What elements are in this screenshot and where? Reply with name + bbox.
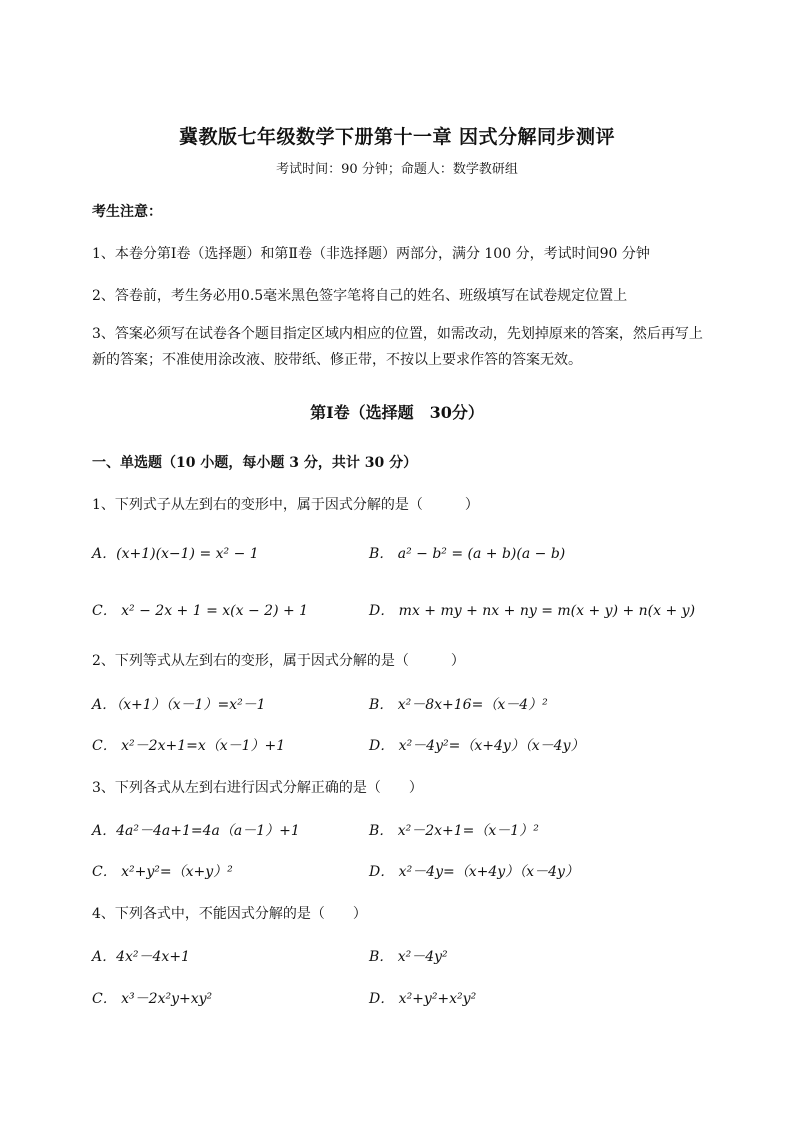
- document-title: 冀教版七年级数学下册第十一章 因式分解同步测评: [178, 126, 616, 148]
- question-2-option-c: C． x²－2x+1=x（x－1）+1: [92, 738, 286, 754]
- question-1-option-b: B． a² − b² = (a + b)(a − b): [369, 546, 566, 562]
- question-2-option-a: A．（x+1）（x－1）=x²－1: [92, 697, 266, 713]
- question-4-option-c: C． x³－2x²y+xy²: [92, 991, 213, 1007]
- question-3-option-d: D． x²－4y=（x+4y）（x－4y）: [369, 864, 579, 880]
- section-title: 第Ⅰ卷（选择题 30分）: [310, 403, 484, 422]
- question-2-option-b: B． x²－8x+16=（x－4）²: [369, 697, 548, 713]
- question-4-stem: 4、下列各式中，不能因式分解的是（ ）: [92, 906, 367, 922]
- question-4-option-b: B． x²－4y²: [369, 949, 448, 965]
- notice-item-2: 2、答卷前，考生务必用0.5毫米黑色签字笔将自己的姓名、班级填写在试卷规定位置上: [92, 288, 628, 304]
- notice-item-1: 1、本卷分第Ⅰ卷（选择题）和第Ⅱ卷（非选择题）两部分，满分 100 分，考试时间90 分钟: [92, 246, 650, 262]
- question-3-option-b: B． x²－2x+1=（x－1）²: [369, 823, 539, 839]
- notice-item-3: 3、答案必须写在试卷各个题目指定区域内相应的位置，如需改动，先划掉原来的答案，然后再写上新的答案；不准使用涂改液、胶带纸、修正带，不按以上要求作答的答案无效。: [92, 326, 703, 368]
- part-title: 一、单选题（10 小题，每小题 3 分，共计 30 分）: [92, 455, 418, 471]
- question-3-stem: 3、下列各式从左到右进行因式分解正确的是（ ）: [92, 780, 423, 796]
- question-1-option-d: D． mx + my + nx + ny = m(x + y) + n(x + y): [369, 603, 696, 619]
- question-3-option-a: A．4a²－4a+1=4a（a－1）+1: [92, 823, 300, 839]
- question-1-option-c: C． x² − 2x + 1 = x(x − 2) + 1: [92, 603, 309, 619]
- exam-info: 考试时间：90 分钟；命题人：数学教研组: [276, 162, 518, 177]
- question-4-option-d: D． x²+y²+x²y²: [369, 991, 477, 1007]
- question-2-option-d: D． x²－4y²=（x+4y）（x－4y）: [369, 738, 585, 754]
- question-4-option-a: A．4x²－4x+1: [92, 949, 190, 965]
- question-2-stem: 2、下列等式从左到右的变形，属于因式分解的是（ ）: [92, 653, 465, 669]
- notice-heading: 考生注意：: [92, 204, 162, 220]
- question-1-option-a: A．(x+1)(x−1) = x² − 1: [92, 546, 259, 562]
- question-1-stem: 1、下列式子从左到右的变形中，属于因式分解的是（ ）: [92, 497, 479, 513]
- question-3-option-c: C． x²+y²=（x+y）²: [92, 864, 233, 880]
